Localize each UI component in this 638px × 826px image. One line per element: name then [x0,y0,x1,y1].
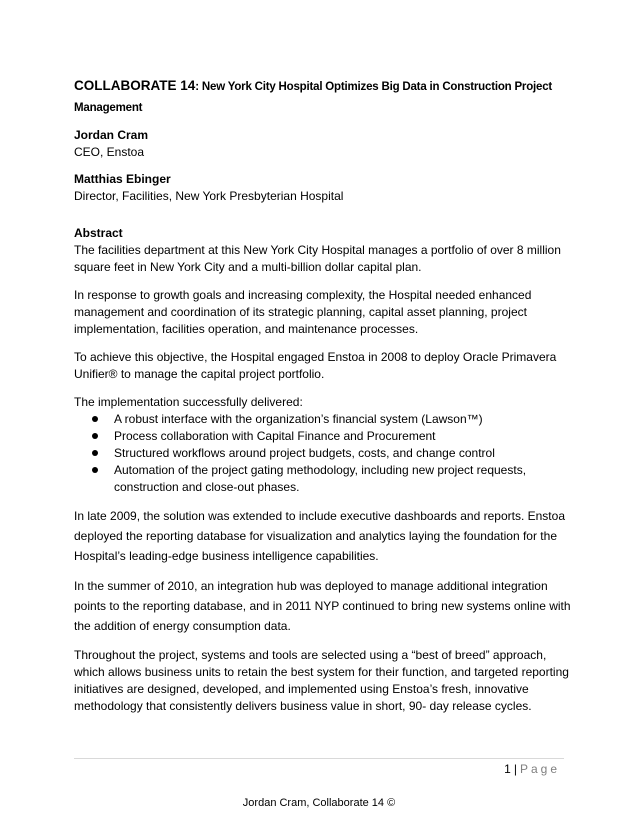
deliverables-list [74,411,574,496]
footer-text: Jordan Cram, Collaborate 14 © [242,797,396,809]
abstract-paragraph-5: In late 2009, the solution was extended to include executive dashboards and reports. Enstoa deployed the reporting database for visualization and analytics laying the foundation for the Hospital’s leading-edge business intelligence capabilities. [74,509,565,563]
title-conference: COLLABORATE 14 [74,78,196,93]
abstract-paragraph-2: In response to growth goals and increasing complexity, the Hospital needed enhanced management and coordination of its strategic planning, capital asset planning, project implementation, facilities operation, and maintenance processes. [74,288,532,336]
bullet-icon [92,450,98,456]
footer-divider [74,758,564,759]
page-label: Page [519,762,560,776]
list-item [89,462,574,496]
page-number [504,762,560,776]
list-item-text: Structured workflows around project budgets, costs, and change control [114,446,495,460]
title-rest: : New York City Hospital Optimizes Big Data in Construction Project Management [74,81,553,114]
list-item-text: A robust interface with the organization’s financial system (Lawson™) [114,412,483,426]
bullet-icon [92,416,98,422]
list-item-text: Process collaboration with Capital Finance and Procurement [114,429,436,443]
author-role: CEO, Enstoa [74,145,145,159]
abstract-paragraph-1: The facilities department at this New York City Hospital manages a portfolio of over 8 million square feet in New York City and a multi-billion dollar capital plan. [74,243,561,274]
list-item [89,445,574,462]
abstract-paragraph-3: To achieve this objective, the Hospital engaged Enstoa in 2008 to deploy Oracle Primavera Unifier® to manage the capital project portfolio. [74,350,557,381]
author-name: Jordan Cram [74,128,149,142]
list-item-text: Automation of the project gating methodology, including new project requests, construction and close-out phases. [114,463,527,494]
author-name: Matthias Ebinger [74,172,171,186]
page-number-value: 1 [504,762,511,776]
abstract-heading: Abstract [74,226,123,240]
bullet-icon [92,467,98,473]
author-block-2 [74,171,574,205]
implementation-intro: The implementation successfully delivered: [74,395,303,409]
author-role: Director, Facilities, New York Presbyterian Hospital [74,189,344,203]
author-block-1 [74,127,574,161]
list-item [89,428,574,445]
document-title [74,76,574,118]
bullet-icon [92,433,98,439]
page-number-separator: | [513,762,517,776]
abstract-paragraph-6: In the summer of 2010, an integration hub was deployed to manage additional integration points to the reporting database, and in 2011 NYP continued to bring new systems online with the addition of energy consumption data. [74,579,571,633]
document-body [74,76,574,715]
abstract-paragraph-7: Throughout the project, systems and tools are selected using a “best of breed” approach, which allows business units to retain the best system for their function, and targeted reporting initiatives are designed, developed, and implemented using Enstoa’s fresh, innovative methodology that consistently delivers business value in short, 90- day release cycles. [74,648,569,713]
list-item [89,411,574,428]
